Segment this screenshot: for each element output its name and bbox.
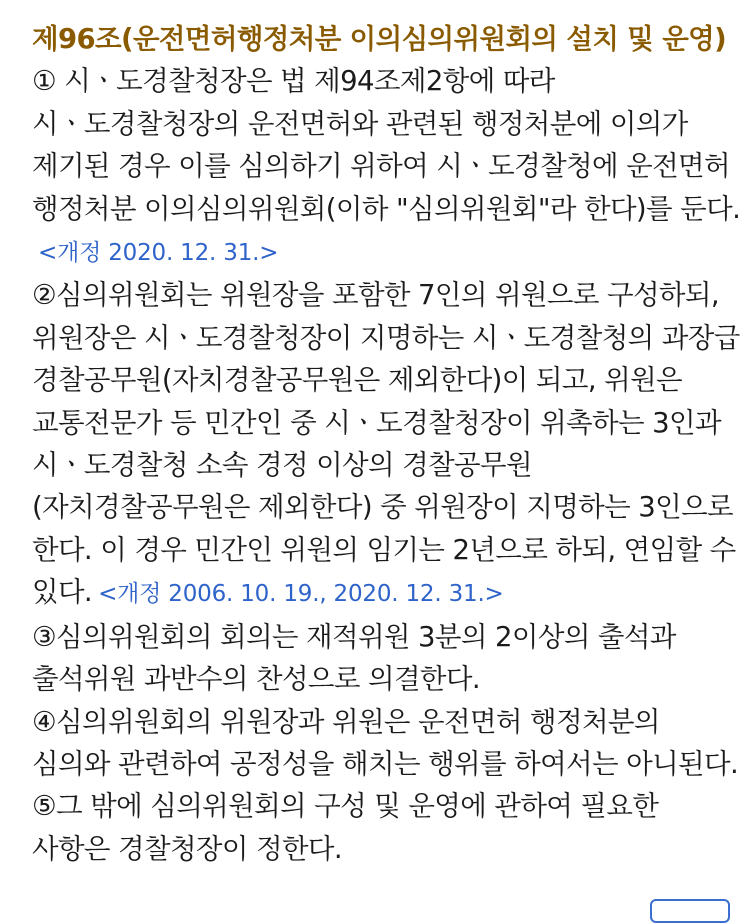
paragraph-1-text: ① 시ㆍ도경찰청장은 법 제94조제2항에 따라 시ㆍ도경찰청장의 운전면허와 관련된 행정처분에 이의가 제기된 경우 이를 심의하기 위하여 시ㆍ도경찰청에 운전면허 행정처분 이의심의위원회(이하 "심의위원회"라 한다)를 둔다. <box>32 65 741 225</box>
law-article <box>32 18 744 870</box>
amendment-note-2[interactable]: <개정 2006. 10. 19., 2020. 12. 31.> <box>98 581 504 608</box>
paragraph-1 <box>32 18 744 274</box>
article-title: 제96조(운전면허행정처분 이의심의위원회의 설치 및 운영) <box>32 23 727 55</box>
paragraph-2-text: ②심의위원회는 위원장을 포함한 7인의 위원으로 구성하되, 위원장은 시ㆍ도경찰청장이 지명하는 시ㆍ도경찰청의 과장급 경찰공무원(자치경찰공무원은 제외한다)이 되고, 위원은 교통전문가 등 민간인 중 시ㆍ도경찰청장이 위촉하는 3인과 시ㆍ도경찰청 소속 경정 이상의 경찰공무원(자치경찰공무원은 제외한다) 중 위원장이 지명하는 3인으로 한다. 이 경우 민간인 위원의 임기는 2년으로 하되, 연임할 수 있다. <box>32 279 740 609</box>
paragraph-4-text: ④심의위원회의 위원장과 위원은 운전면허 행정처분의 심의와 관련하여 공정성을 해치는 행위를 하여서는 아니된다. <box>32 705 739 780</box>
paragraph-3 <box>32 616 744 701</box>
paragraph-4 <box>32 701 744 786</box>
amendment-note-1[interactable]: <개정 2020. 12. 31.> <box>38 240 279 267</box>
paragraph-5 <box>32 785 744 870</box>
floating-button[interactable] <box>650 899 730 923</box>
paragraph-5-text: ⑤그 밖에 심의위원회의 구성 및 운영에 관하여 필요한 사항은 경찰청장이 정한다. <box>32 790 659 865</box>
paragraph-3-text: ③심의위원회의 회의는 재적위원 3분의 2이상의 출석과 출석위원 과반수의 찬성으로 의결한다. <box>32 620 676 696</box>
paragraph-2 <box>32 274 744 615</box>
